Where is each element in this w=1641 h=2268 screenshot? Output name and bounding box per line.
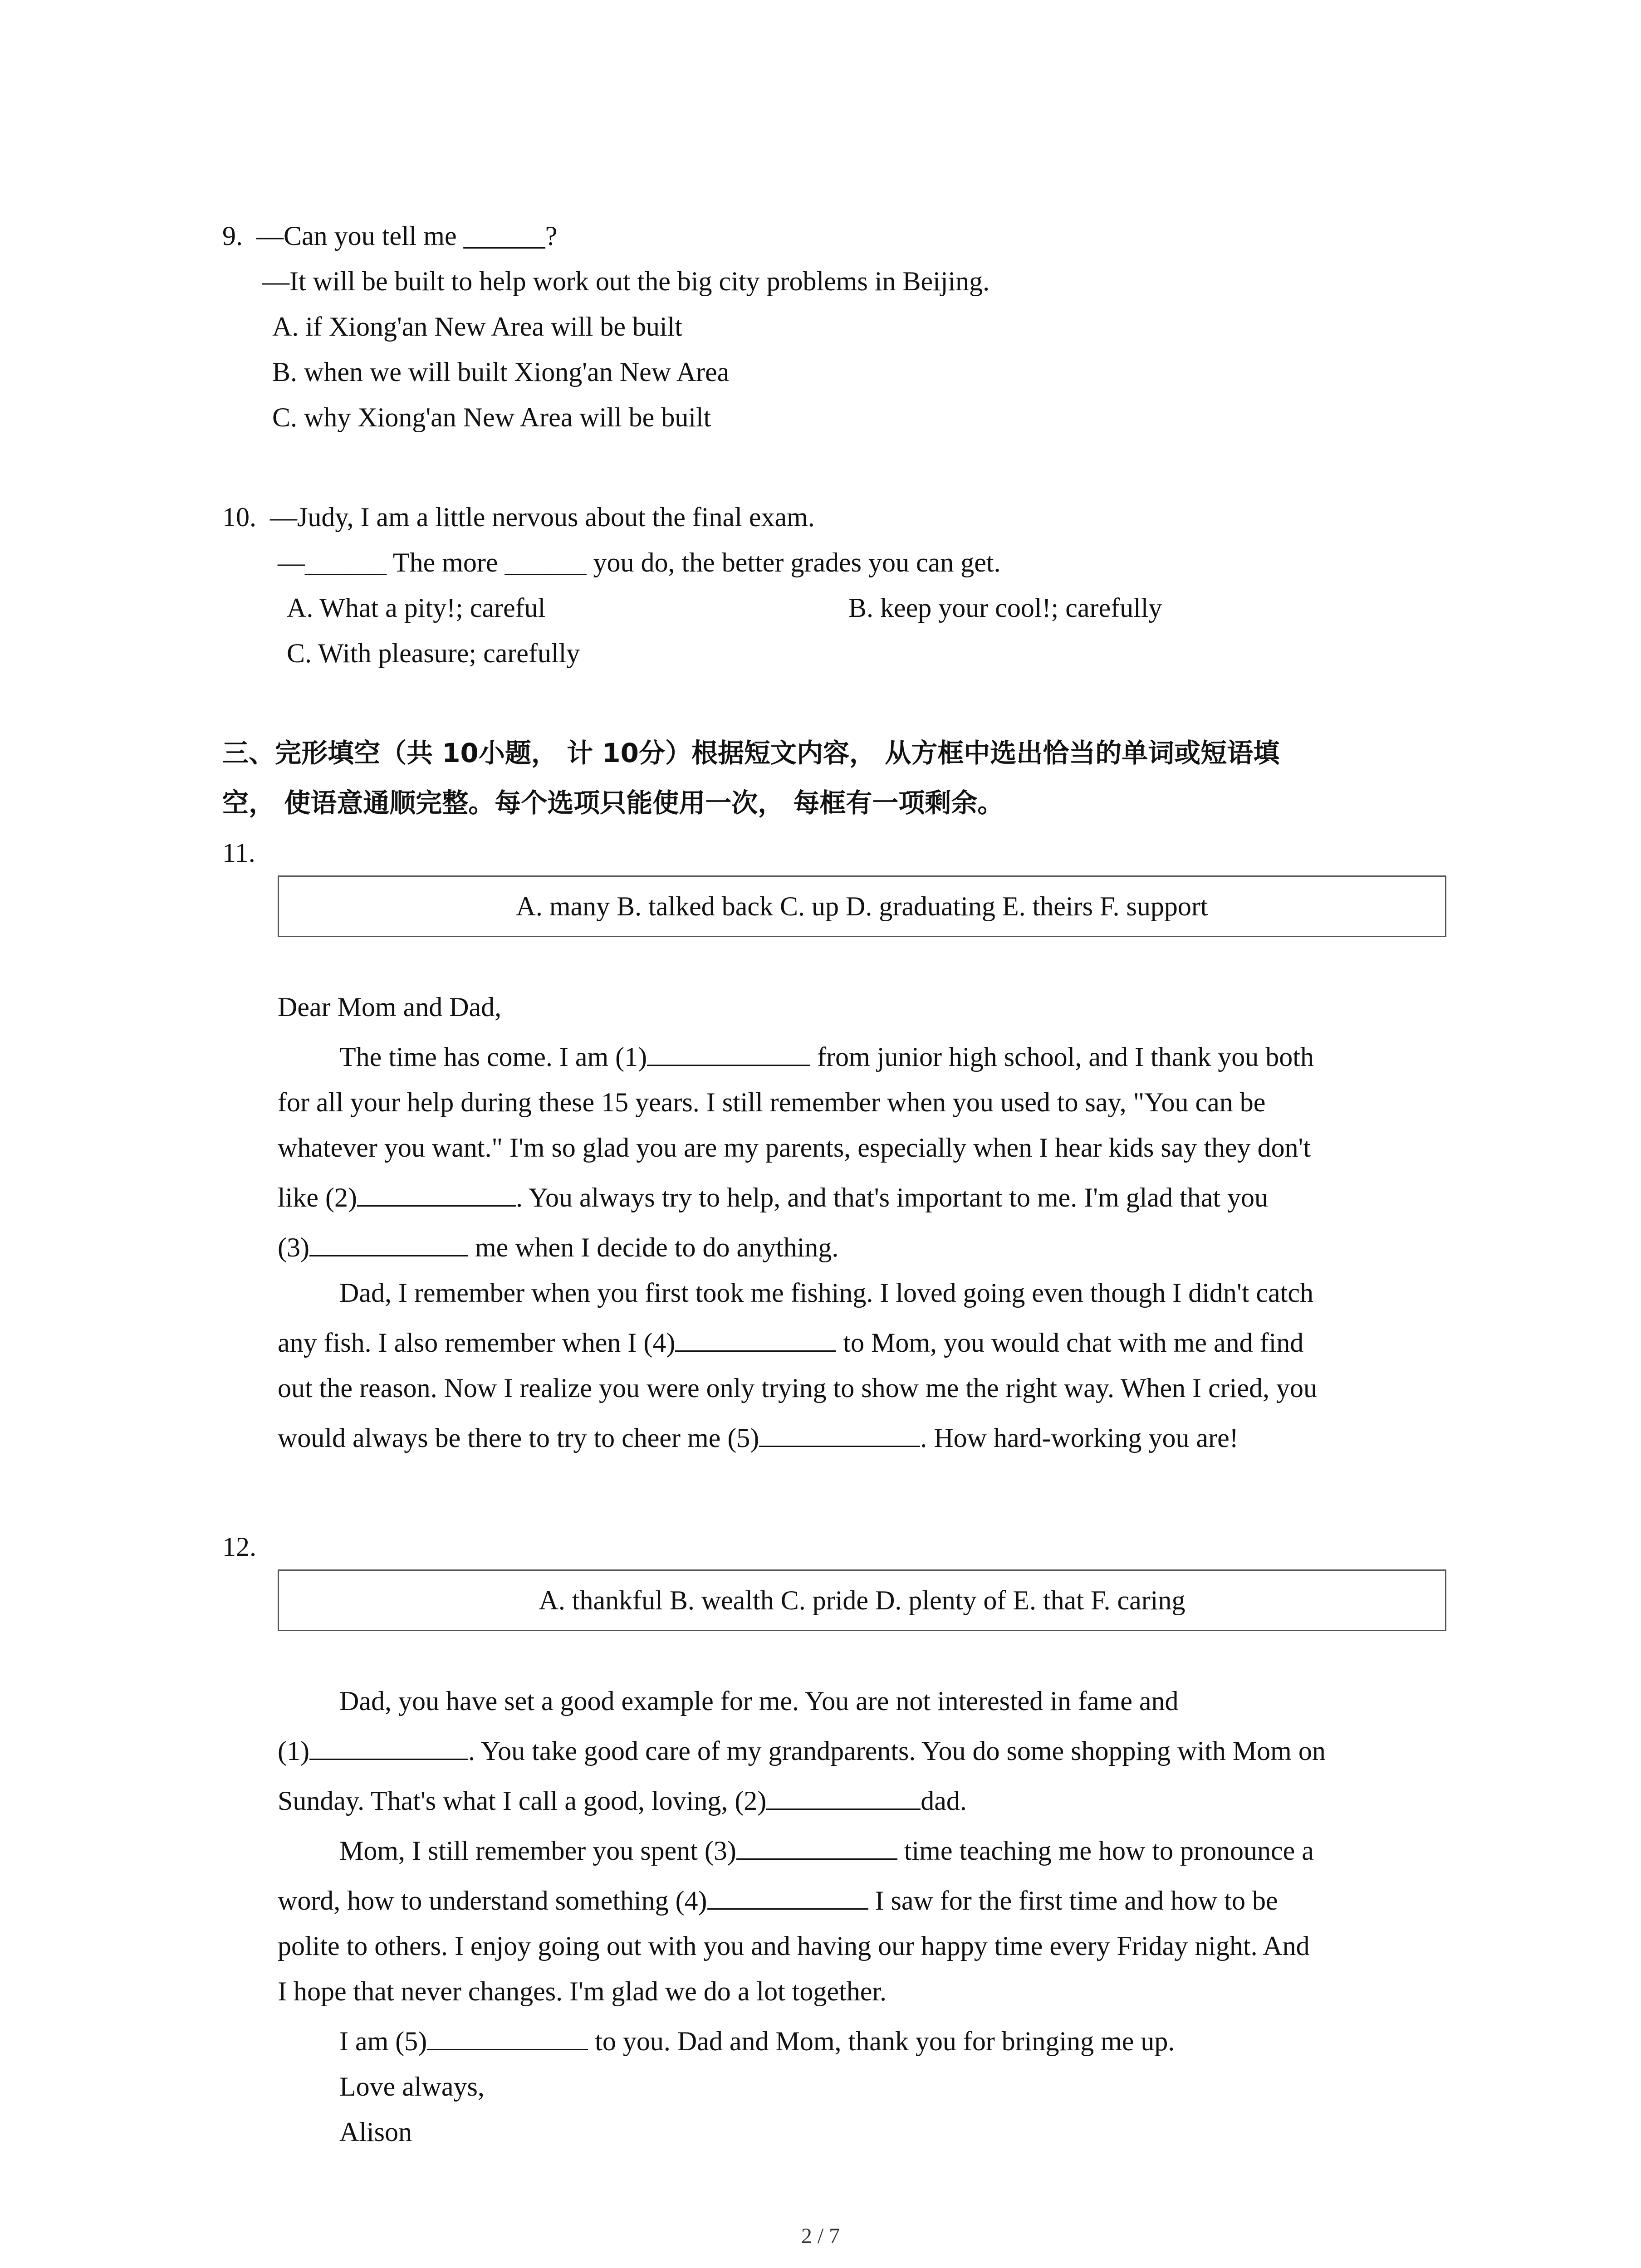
q11-text: would always be there to try to cheer me (5) <box>278 1423 759 1453</box>
q11-options-box: A. many B. talked back C. up D. graduating E. theirs F. support <box>278 875 1446 937</box>
q12-text: word, how to understand something (4) <box>278 1886 707 1916</box>
q12-text: I am (5) <box>339 2026 427 2056</box>
q11-p1-line5 <box>278 1225 838 1270</box>
q11-text: . You always try to help, and that's important to me. I'm glad that you <box>515 1183 1269 1212</box>
q11-text: like (2) <box>278 1183 357 1212</box>
q12-p2-line3: polite to others. I enjoy going out with you and having our happy time every Friday night. And <box>278 1931 1310 1961</box>
q12-p1-line2 <box>278 1728 1326 1774</box>
answer-blank-4[interactable] <box>675 1320 836 1352</box>
answer-blank-1[interactable] <box>309 1729 468 1760</box>
q11-text: to Mom, you would chat with me and find <box>836 1328 1304 1358</box>
q10-option-c: C. With pleasure; carefully <box>287 638 580 668</box>
q11-p2-line1: Dad, I remember when you first took me fishing. I loved going even though I didn't catch <box>339 1278 1313 1308</box>
q11-p2-line2 <box>278 1320 1303 1365</box>
q11-p1-line2: for all your help during these 15 years. I still remember when you used to say, "You can be <box>278 1087 1266 1117</box>
q10-option-b: B. keep your cool!; carefully <box>848 593 1162 623</box>
answer-blank-2[interactable] <box>357 1175 516 1207</box>
q11-p2-line3: out the reason. Now I realize you were only trying to show me the right way. When I cried, you <box>278 1373 1318 1403</box>
answer-blank-5[interactable] <box>427 2019 588 2050</box>
q11-p1-line1 <box>339 1034 1314 1080</box>
page-number: 2 / 7 <box>801 2224 840 2248</box>
q9-option-b: B. when we will built Xiong'an New Area <box>272 357 730 387</box>
q12-text: (1) <box>278 1736 309 1766</box>
answer-blank-5[interactable] <box>759 1416 920 1447</box>
answer-blank-4[interactable] <box>707 1878 868 1910</box>
q12-text: Sunday. That's what I call a good, loving, (2) <box>278 1786 767 1816</box>
answer-blank-3[interactable] <box>736 1828 897 1860</box>
section-heading-line2: 空， 使语意通顺完整。每个选项只能使用一次， 每框有一项剩余。 <box>222 787 1004 818</box>
q11-p1-line3: whatever you want." I'm so glad you are my parents, especially when I hear kids say they don't <box>278 1133 1311 1163</box>
q10-reply: —______ The more ______ you do, the better grades you can get. <box>278 547 1001 577</box>
q12-text: . You take good care of my grandparents. You do some shopping with Mom on <box>468 1736 1326 1766</box>
q12-text: to you. Dad and Mom, thank you for bringing me up. <box>588 2026 1175 2056</box>
q12-p1-line3 <box>278 1778 967 1823</box>
q10-option-a: A. What a pity!; careful <box>287 593 546 623</box>
q12-p1-line1: Dad, you have set a good example for me. You are not interested in fame and <box>339 1686 1179 1716</box>
q12-p3-line1 <box>339 2019 1175 2064</box>
q11-greeting: Dear Mom and Dad, <box>278 992 502 1022</box>
q11-text: The time has come. I am (1) <box>339 1042 647 1072</box>
q12-options-box: A. thankful B. wealth C. pride D. plenty of E. that F. caring <box>278 1569 1446 1631</box>
q11-text: from junior high school, and I thank you both <box>810 1042 1314 1072</box>
q11-p2-line4 <box>278 1415 1239 1461</box>
q11-text: (3) <box>278 1232 309 1262</box>
q12-text: Mom, I still remember you spent (3) <box>339 1836 736 1866</box>
q9-stem: 9. —Can you tell me ______? <box>222 221 558 251</box>
q12-p2-line4: I hope that never changes. I'm glad we do a lot together. <box>278 1976 887 2006</box>
answer-blank-1[interactable] <box>647 1035 810 1066</box>
q10-stem: 10. —Judy, I am a little nervous about the final exam. <box>222 502 815 532</box>
q12-p2-line2 <box>278 1878 1278 1923</box>
answer-blank-2[interactable] <box>766 1779 921 1810</box>
q11-number: 11. <box>222 838 255 868</box>
q11-text: . How hard-working you are! <box>920 1423 1239 1453</box>
q12-number: 12. <box>222 1532 256 1562</box>
section-heading-line1: 三、完形填空（共 10小题， 计 10分）根据短文内容， 从方框中选出恰当的单词或短语填 <box>222 738 1280 768</box>
q11-text: me when I decide to do anything. <box>468 1232 839 1262</box>
q12-text: I saw for the first time and how to be <box>868 1886 1278 1916</box>
q12-closing: Love always, <box>339 2072 485 2102</box>
q12-p2-line1 <box>339 1828 1314 1873</box>
q9-option-c: C. why Xiong'an New Area will be built <box>272 402 711 432</box>
q12-text: dad. <box>921 1786 967 1816</box>
q12-text: time teaching me how to pronounce a <box>897 1836 1314 1866</box>
q11-text: any fish. I also remember when I (4) <box>278 1328 676 1358</box>
q12-signature: Alison <box>339 2117 412 2147</box>
answer-blank-3[interactable] <box>309 1225 468 1256</box>
q9-option-a: A. if Xiong'an New Area will be built <box>272 312 682 342</box>
q11-p1-line4 <box>278 1175 1268 1220</box>
q9-reply: —It will be built to help work out the big city problems in Beijing. <box>262 266 990 296</box>
